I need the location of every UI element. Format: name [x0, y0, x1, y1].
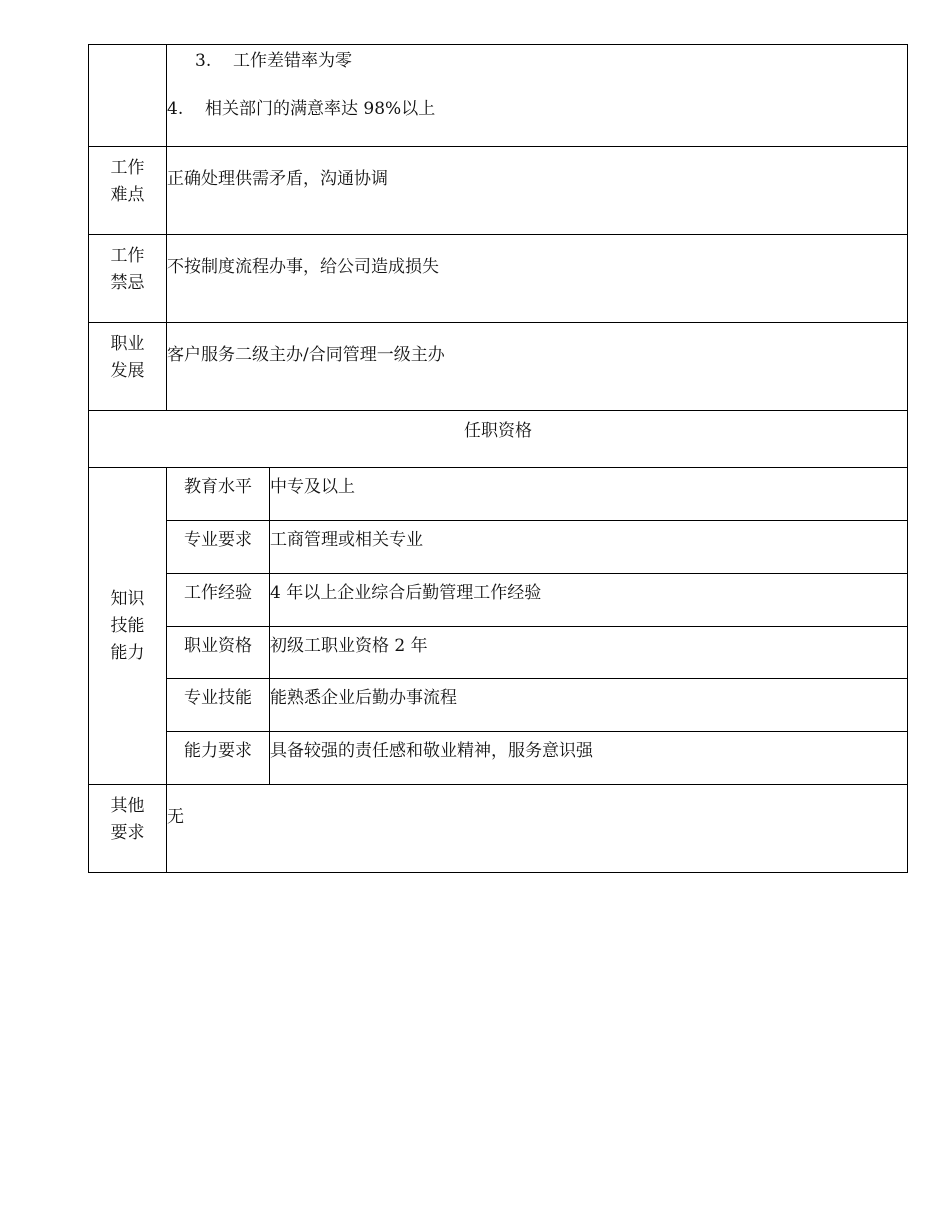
career-row	[89, 323, 908, 411]
duty-item	[167, 49, 907, 73]
knowledge-item-label: 能力要求	[167, 732, 270, 785]
knowledge-item-value: 具备较强的责任感和敬业精神，服务意识强	[270, 732, 908, 785]
duty-item-number: 4.	[167, 99, 184, 119]
other-value: 无	[167, 785, 908, 873]
duties-content	[167, 45, 908, 147]
knowledge-item-label: 工作经验	[167, 574, 270, 627]
knowledge-row	[89, 574, 908, 627]
qualification-section-row	[89, 411, 908, 468]
section-title: 任职资格	[89, 411, 908, 468]
knowledge-item-label: 教育水平	[167, 468, 270, 521]
knowledge-item-value: 中专及以上	[270, 468, 908, 521]
knowledge-item-value: 初级工职业资格 2 年	[270, 627, 908, 679]
knowledge-row	[89, 679, 908, 732]
knowledge-row	[89, 468, 908, 521]
duty-item	[167, 97, 907, 121]
knowledge-item-label: 职业资格	[167, 627, 270, 679]
other-row	[89, 785, 908, 873]
duty-item-text: 相关部门的满意率达 98%以上	[205, 99, 436, 119]
difficulty-value: 正确处理供需矛盾，沟通协调	[167, 147, 908, 235]
duty-item-text: 工作差错率为零	[233, 51, 352, 71]
taboo-row	[89, 235, 908, 323]
knowledge-item-label: 专业技能	[167, 679, 270, 732]
difficulty-label: 工作 难点	[89, 147, 167, 235]
knowledge-item-label: 专业要求	[167, 521, 270, 574]
knowledge-item-value: 4 年以上企业综合后勤管理工作经验	[270, 574, 908, 627]
taboo-label: 工作 禁忌	[89, 235, 167, 323]
knowledge-item-value: 工商管理或相关专业	[270, 521, 908, 574]
knowledge-label: 知识 技能 能力	[89, 468, 167, 785]
knowledge-row	[89, 732, 908, 785]
knowledge-row	[89, 521, 908, 574]
knowledge-row	[89, 627, 908, 679]
other-label: 其他 要求	[89, 785, 167, 873]
career-label: 职业 发展	[89, 323, 167, 411]
job-description-table	[88, 44, 908, 873]
difficulty-row	[89, 147, 908, 235]
duties-label-cell	[89, 45, 167, 147]
knowledge-item-value: 能熟悉企业后勤办事流程	[270, 679, 908, 732]
career-value: 客户服务二级主办/合同管理一级主办	[167, 323, 908, 411]
duties-row	[89, 45, 908, 147]
taboo-value: 不按制度流程办事，给公司造成损失	[167, 235, 908, 323]
duty-item-number: 3.	[195, 51, 212, 71]
